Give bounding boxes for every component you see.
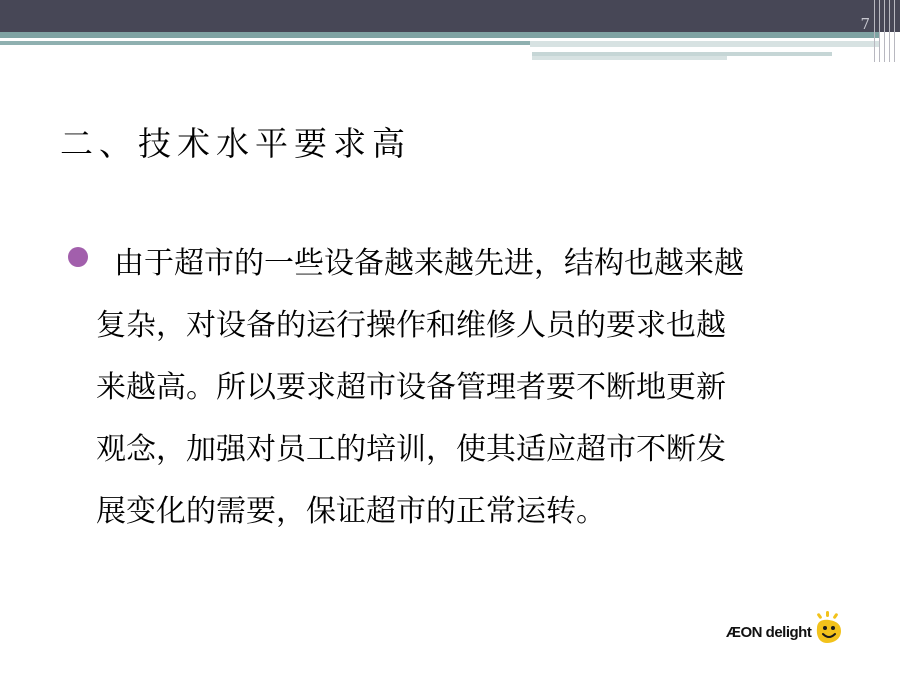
bullet-dot — [68, 247, 88, 267]
bullet-paragraph — [96, 233, 856, 543]
paragraph-line: 展变化的需要，保证超市的正常运转。 — [96, 494, 606, 529]
header-vertical-lines — [872, 0, 900, 62]
paragraph-line: 来越高。所以要求超市设备管理者要不断地更新 — [96, 370, 726, 405]
aeon-delight-logo — [726, 610, 846, 646]
header-accent-line-lower — [0, 41, 530, 45]
logo-text: ÆON delight — [726, 624, 812, 641]
header-bar — [0, 0, 900, 32]
header-light-strip — [530, 41, 880, 47]
paragraph-line: 由于超市的一些设备越来越先进，结构也越来越 — [114, 246, 744, 281]
smiley-sun-icon — [810, 610, 846, 646]
header-light-strip-3 — [532, 56, 727, 60]
slide-title: 二、技术水平要求高 — [60, 124, 411, 163]
paragraph-line: 观念，加强对员工的培训，使其适应超市不断发 — [96, 432, 726, 467]
page-number: 7 — [860, 15, 870, 33]
paragraph-line: 复杂，对设备的运行操作和维修人员的要求也越 — [96, 308, 726, 343]
